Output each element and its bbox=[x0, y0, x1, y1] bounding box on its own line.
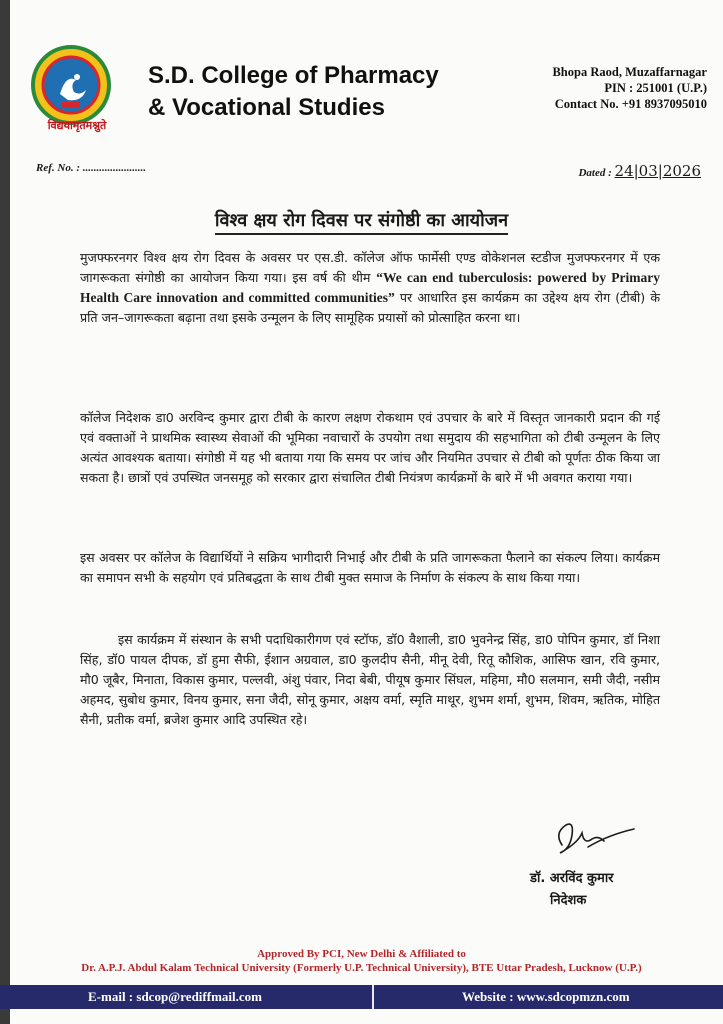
date-value: 24|03|2026 bbox=[614, 162, 701, 180]
approved-line-1: Approved By PCI, New Delhi & Affiliated to bbox=[257, 948, 466, 960]
paragraph-1-rest: पर आधारित इस कार्यक्रम का उद्देश्य क्षय रोग (टीबी) के प्रति जन–जागरूकता बढ़ाना तथा इसके उन्मूलन के लिए सामूहिक प्रयासों को प्रोत्साहित करना था। bbox=[80, 290, 660, 325]
college-name bbox=[148, 60, 439, 124]
signatory-title: निदेशक bbox=[550, 893, 587, 908]
affiliation-note bbox=[0, 947, 723, 975]
date-label: Dated : bbox=[578, 167, 612, 179]
handwritten-signature bbox=[548, 815, 638, 863]
footer-website: Website : www.sdcopmzn.com bbox=[462, 989, 630, 1004]
paragraph-1-intro: मुजफ्फरनगर विश्व क्षय रोग दिवस के अवसर पर एस.डी. कॉलेज ऑफ फार्मेसी एण्ड वोकेशनल स्टडीज मुजफ्फरनगर में एक जागरूकता संगोष्ठी का आयोजन किया गया। इस वर्ष की थीम bbox=[80, 250, 660, 285]
contact-number: Contact No. +91 8937095010 bbox=[554, 97, 707, 111]
college-name-line2: & Vocational Studies bbox=[148, 94, 385, 121]
address: Bhopa Raod, Muzaffarnagar bbox=[552, 65, 707, 79]
paragraph-3: इस अवसर पर कॉलेज के विद्यार्थियों ने सक्रिय भागीदारी निभाई और टीबी के प्रति जागरूकता फैलाने का संकल्प लिया। कार्यक्रम का समापन सभी के सहयोग एवं प्रतिबद्धता के साथ टीबी मुक्त समाज के निर्माण के संकल्प के साथ किया गया। bbox=[80, 550, 660, 585]
contact-block bbox=[552, 64, 707, 112]
heading-text: विश्व क्षय रोग दिवस पर संगोष्ठी का आयोजन bbox=[215, 210, 508, 235]
document-heading bbox=[0, 208, 723, 232]
signatory-block bbox=[530, 868, 614, 912]
theme-text: “We can end tuberculosis: powered by Primary Health Care innovation and committed communities” bbox=[80, 270, 661, 305]
paragraph-1 bbox=[80, 248, 660, 328]
signatory-name: डॉ. अरविंद कुमार bbox=[530, 871, 614, 886]
date-line bbox=[578, 162, 701, 180]
approved-line-2: Dr. A.P.J. Abdul Kalam Technical University (Formerly U.P. Technical University), BTE Uttar Pradesh, Lucknow (U.P.) bbox=[81, 962, 642, 974]
footer-divider bbox=[372, 985, 374, 1009]
pin-code: PIN : 251001 (U.P.) bbox=[604, 81, 707, 95]
footer-bar bbox=[0, 985, 723, 1009]
reference-number: Ref. No. : ....................... bbox=[36, 162, 146, 174]
college-motto: विद्ययामृतमश्नुते bbox=[47, 119, 107, 132]
college-name-line1: S.D. College of Pharmacy bbox=[148, 62, 439, 89]
paragraph-4: इस कार्यक्रम में संस्थान के सभी पदाधिकारीगण एवं स्टॉफ, डॉ0 वैशाली, डा0 भुवनेन्द्र सिंह, डा0 पोपिन कुमार, डॉ निशा सिंह, डॉ0 पायल दीपक, डॉ हुमा सैफी, ईशान अग्रवाल, डा0 कुलदीप सैनी, मीनू देवी, रितू कौशिक, आसिफ खान, रवि कुमार, मौ0 जूबैर, मिनाता, विकास कुमार, पल्लवी, अंशु पंवार, निदा बेबी, पीयूष कुमार सिंघल, महिमा, मौ0 सलमान, समी जैदी, नसीम अहमद, सुबोध कुमार, विनय कुमार, सना जैदी, सोनू कुमार, अक्षय वर्मा, स्मृति माथूर, शुभम शर्मा, शुभम, शिवम, ऋतिक, मोहित सैनी, प्रतीक वर्मा, ब्रजेश कुमार आदि उपस्थित रहे। bbox=[80, 632, 660, 727]
left-edge-bar bbox=[0, 0, 10, 1024]
paragraph-2: कॉलेज निदेशक डा0 अरविन्द कुमार द्वारा टीबी के कारण लक्षण रोकथाम एवं उपचार के बारे में विस्तृत जानकारी प्रदान की गई एवं वक्ताओं ने प्राथमिक स्वास्थ्य सेवाओं की भूमिका नवाचारों के उपयोग तथा समुदाय की सहभागिता को टीबी उन्मूलन के लिए अत्यंत आवश्यक बताया। संगोष्ठी में यह भी बताया गया कि समय पर जांच और नियमित उपचार से टीबी को पूर्णतः ठीक किया जा सकता है। छात्रों एवं उपस्थित जनसमूह को सरकार द्वारा संचालित टीबी नियंत्रण कार्यक्रमों के बारे में भी अवगत कराया गया। bbox=[80, 410, 660, 485]
footer-email: E-mail : sdcop@rediffmail.com bbox=[88, 989, 262, 1004]
